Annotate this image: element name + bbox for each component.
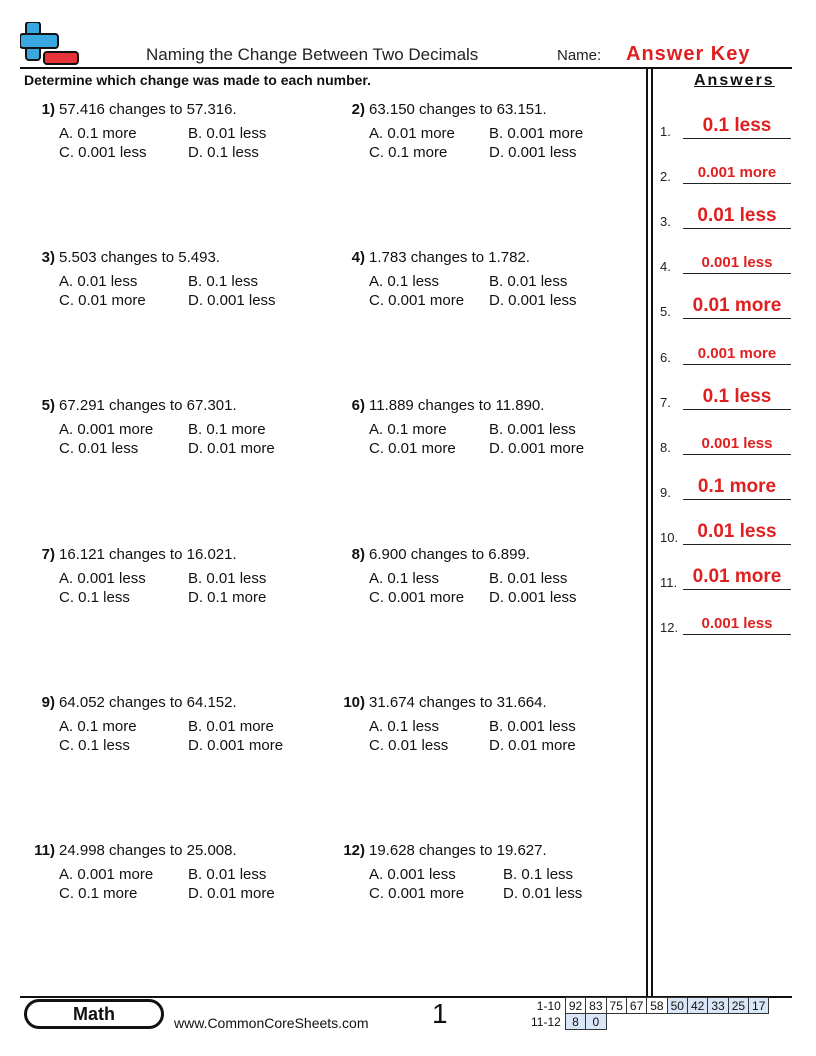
problem-item: [34, 842, 345, 902]
option-b: B. 0.1 less: [188, 273, 259, 290]
problem-number: 11): [34, 842, 55, 859]
page-number: 1: [432, 998, 448, 1029]
option-c: C. 0.001 more: [369, 589, 465, 606]
answer-number: 4.: [660, 259, 671, 275]
score-cell: 83: [586, 998, 606, 1014]
option-b: B. 0.01 less: [489, 273, 568, 290]
problem-item: [41, 694, 345, 754]
option-b: B. 0.001 less: [489, 421, 576, 438]
score-row-label: 11-12: [531, 1014, 561, 1029]
score-cell: 8: [565, 1014, 585, 1030]
answer-number: 5.: [660, 304, 671, 320]
problem-number: 7): [41, 546, 55, 563]
option-a: A. 0.1 less: [369, 273, 440, 290]
option-d: D. 0.1 more: [188, 589, 267, 606]
problem-item: [351, 249, 655, 309]
option-b: B. 0.01 more: [188, 718, 274, 735]
problem-item: [351, 546, 655, 606]
score-row-label: 1-10: [536, 998, 561, 1013]
problem-text: 67.291 changes to 67.301.: [59, 397, 237, 414]
option-c: C. 0.1 less: [59, 589, 130, 606]
option-a: A. 0.1 more: [59, 718, 137, 735]
option-c: C. 0.1 less: [59, 737, 130, 754]
answer-line: [683, 409, 791, 410]
option-a: A. 0.1 more: [59, 125, 137, 142]
option-b: B. 0.1 less: [503, 866, 574, 883]
problem-item: [41, 546, 345, 606]
score-cell: 25: [728, 998, 748, 1014]
score-cell: 50: [667, 998, 687, 1014]
score-cell: 92: [565, 998, 585, 1014]
option-b: B. 0.01 less: [188, 125, 267, 142]
answer-value: 0.01 more: [692, 566, 782, 587]
problem-text: 63.150 changes to 63.151.: [369, 101, 547, 118]
problem-text: 31.674 changes to 31.664.: [369, 694, 547, 711]
option-b: B. 0.001 more: [489, 125, 584, 142]
answer-line: [683, 634, 791, 635]
option-b: B. 0.1 more: [188, 421, 266, 438]
option-d: D. 0.01 more: [188, 440, 275, 457]
score-cell: 75: [606, 998, 626, 1014]
option-a: A. 0.001 more: [59, 866, 154, 883]
score-cell: 67: [626, 998, 646, 1014]
problem-item: [351, 397, 655, 457]
problem-item: [351, 101, 655, 161]
answer-number: 11.: [660, 575, 678, 590]
answer-value: 0.001 less: [701, 615, 773, 633]
answer-value: 0.001 more: [697, 164, 777, 182]
option-c: C. 0.01 less: [59, 440, 139, 457]
problem-number: 12): [343, 842, 365, 859]
instructions: Determine which change was made to each number.: [24, 72, 371, 88]
problem-number: 3): [41, 249, 55, 266]
score-row: [528, 1014, 769, 1030]
answer-value: 0.01 less: [697, 520, 777, 542]
option-a: A. 0.001 less: [59, 570, 146, 587]
answer-line: [683, 138, 791, 139]
option-b: B. 0.01 less: [188, 570, 267, 587]
score-cell: 58: [647, 998, 667, 1014]
problem-text: 16.121 changes to 16.021.: [59, 546, 237, 563]
option-d: D. 0.001 less: [489, 144, 577, 161]
option-d: D. 0.001 more: [489, 440, 585, 457]
problem-item: [343, 694, 655, 754]
option-a: A. 0.001 more: [59, 421, 154, 438]
problem-text: 1.783 changes to 1.782.: [369, 249, 530, 266]
option-a: A. 0.1 more: [369, 421, 447, 438]
option-d: D. 0.001 more: [188, 737, 284, 754]
score-cell: 0: [586, 1014, 606, 1030]
option-d: D. 0.01 more: [489, 737, 576, 754]
score-cell-empty: [749, 1014, 769, 1030]
option-b: B. 0.001 less: [489, 718, 576, 735]
answer-number: 6.: [660, 349, 671, 365]
answer-line: [683, 499, 791, 500]
score-cell-empty: [647, 1014, 667, 1030]
plus-minus-logo-icon: [20, 22, 80, 68]
answer-value: 0.1 less: [702, 115, 772, 136]
problem-item: [41, 249, 345, 309]
answer-line: [683, 544, 791, 545]
option-c: C. 0.01 less: [369, 737, 449, 754]
score-cell-empty: [687, 1014, 707, 1030]
problem-text: 11.889 changes to 11.890.: [369, 397, 545, 414]
problem-number: 5): [41, 397, 55, 414]
problem-text: 6.900 changes to 6.899.: [369, 546, 530, 563]
option-b: B. 0.01 less: [188, 866, 267, 883]
problem-text: 19.628 changes to 19.627.: [369, 842, 547, 859]
problem-number: 10): [343, 694, 365, 711]
answer-number: 10.: [660, 529, 679, 545]
problem-text: 5.503 changes to 5.493.: [59, 249, 220, 266]
problem-text: 24.998 changes to 25.008.: [59, 842, 237, 859]
option-c: C. 0.001 more: [369, 885, 465, 902]
option-d: D. 0.01 more: [188, 885, 275, 902]
problem-number: 6): [351, 397, 365, 414]
problem-text: 64.052 changes to 64.152.: [59, 694, 237, 711]
option-d: D. 0.01 less: [503, 885, 583, 902]
score-cell-empty: [708, 1014, 728, 1030]
name-label: Name:: [557, 47, 602, 64]
option-b: B. 0.01 less: [489, 570, 568, 587]
answer-line: [683, 454, 791, 455]
answer-value: 0.01 more: [692, 295, 782, 317]
score-cell-empty: [667, 1014, 687, 1030]
option-d: D. 0.1 less: [188, 144, 259, 161]
answer-line: [683, 273, 791, 274]
option-d: D. 0.001 less: [489, 589, 577, 606]
answer-number: 3.: [660, 214, 671, 230]
option-c: C. 0.001 more: [369, 292, 465, 309]
answer-number: 7.: [660, 394, 671, 410]
answer-value: 0.1 less: [702, 385, 772, 407]
answer-number: 1.: [660, 124, 671, 139]
option-d: D. 0.001 less: [188, 292, 276, 309]
subject-badge: Math: [24, 999, 164, 1029]
answer-line: [683, 228, 791, 229]
problem-item: [343, 842, 655, 902]
option-c: C. 0.001 less: [59, 144, 147, 161]
option-c: C. 0.01 more: [369, 440, 456, 457]
answer-value: 0.001 less: [701, 434, 773, 452]
score-table: [528, 997, 769, 1030]
score-cell-empty: [606, 1014, 626, 1030]
problem-item: [41, 101, 345, 161]
answer-number: 12.: [660, 620, 679, 636]
answer-number: 8.: [660, 439, 671, 455]
answer-number: 9.: [660, 484, 671, 500]
problem-number: 8): [351, 546, 365, 563]
score-cell: 42: [687, 998, 707, 1014]
problem-item: [41, 397, 345, 457]
option-a: A. 0.1 less: [369, 718, 440, 735]
worksheet-title: Naming the Change Between Two Decimals: [146, 45, 479, 64]
score-cell: 33: [708, 998, 728, 1014]
option-a: A. 0.1 less: [369, 570, 440, 587]
answer-number: 2.: [660, 169, 671, 185]
option-a: A. 0.01 more: [369, 125, 455, 142]
answer-value: 0.001 less: [701, 254, 773, 272]
option-c: C. 0.1 more: [369, 144, 448, 161]
website-link[interactable]: www.CommonCoreSheets.com: [174, 1015, 369, 1031]
header-divider: [20, 67, 792, 69]
option-a: A. 0.01 less: [59, 273, 138, 290]
answer-value: 0.01 less: [697, 205, 777, 227]
score-row: [528, 998, 769, 1014]
answer-line: [683, 183, 791, 184]
answer-line: [683, 364, 791, 365]
option-a: A. 0.001 less: [369, 866, 456, 883]
score-cell-empty: [728, 1014, 748, 1030]
option-c: C. 0.1 more: [59, 885, 138, 902]
problem-number: 4): [351, 249, 365, 266]
answer-value: 0.001 more: [697, 344, 777, 362]
problem-number: 9): [41, 694, 55, 711]
problem-number: 2): [351, 101, 365, 118]
answers-title: Answers: [694, 72, 775, 89]
option-c: C. 0.01 more: [59, 292, 146, 309]
answer-line: [683, 589, 791, 590]
score-cell: 17: [749, 998, 769, 1014]
answer-key-label: Answer Key: [626, 43, 751, 65]
option-d: D. 0.001 less: [489, 292, 577, 309]
problem-number: 1): [41, 101, 55, 118]
score-cell-empty: [626, 1014, 646, 1030]
problem-text: 57.416 changes to 57.316.: [59, 101, 237, 118]
answer-value: 0.1 more: [697, 475, 777, 497]
answer-line: [683, 318, 791, 319]
